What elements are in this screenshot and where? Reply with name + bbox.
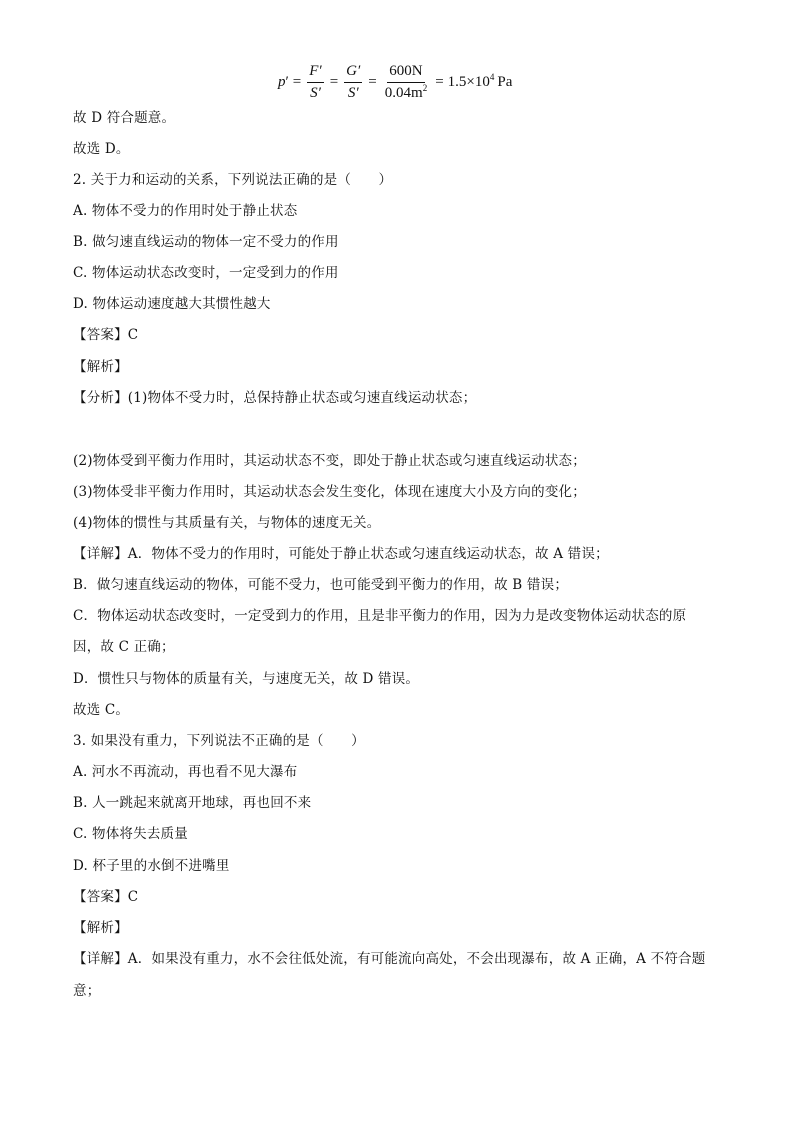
detail-a: 【详解】A．如果没有重力，水不会往低处流，有可能流向高处，不会出现瀑布，故 A 正确，A 不符合题 xyxy=(73,951,706,967)
analysis-point-3: (3)物体受非平衡力作用时，其运动状态会发生变化，体现在速度大小及方向的变化； xyxy=(73,484,586,500)
answer-label: 【答案】C xyxy=(73,889,139,905)
analysis-label: 【解析】 xyxy=(73,359,128,375)
formula-eq-4: = xyxy=(435,73,444,90)
option-b: B. 人一跳起来就离开地球，再也回不来 xyxy=(73,795,312,811)
fraction-denominator xyxy=(383,83,429,101)
den-base: 0.04m xyxy=(384,84,423,101)
formula-eq-3: = xyxy=(368,73,377,90)
formula-lhs: p xyxy=(278,73,286,90)
formula-eq-1: = xyxy=(292,73,302,90)
analysis-label: 【解析】 xyxy=(73,920,128,936)
option-c: C. 物体将失去质量 xyxy=(73,826,188,842)
analysis-point-1: 【分析】(1)物体不受力时，总保持静止状态或匀速直线运动状态； xyxy=(73,390,477,406)
detail-d: D．惯性只与物体的质量有关，与速度无关，故 D 错误。 xyxy=(73,671,420,687)
final-choice: 故选 C。 xyxy=(73,702,130,718)
fraction-denominator: S′ xyxy=(310,84,321,101)
text-line: 故 D 符合题意。 xyxy=(73,110,176,126)
detail-a-cont: 意； xyxy=(73,983,101,999)
question-3-stem: 3. 如果没有重力，下列说法不正确的是（ ） xyxy=(73,733,365,749)
question-2-stem: 2. 关于力和运动的关系，下列说法正确的是（ ） xyxy=(73,172,393,188)
fraction-numerator: F′ xyxy=(307,64,323,83)
formula-eq-2: = xyxy=(329,73,339,90)
fraction-denominator: S′ xyxy=(347,84,359,101)
option-a: A. 河水不再流动，再也看不见大瀑布 xyxy=(73,764,298,780)
fraction-numerator: 600N xyxy=(387,64,424,83)
detail-b: B．做匀速直线运动的物体，可能不受力，也可能受到平衡力的作用，故 B 错误； xyxy=(73,577,569,593)
fraction-values xyxy=(383,64,429,101)
analysis-point-2: (2)物体受到平衡力作用时，其运动状态不变，即处于静止状态或匀速直线运动状态； xyxy=(73,453,586,469)
result-base: 1.5×10 xyxy=(447,73,490,90)
pressure-formula xyxy=(278,58,512,106)
option-c: C. 物体运动状态改变时，一定受到力的作用 xyxy=(73,265,339,281)
answer-label: 【答案】C xyxy=(73,327,139,343)
fraction-f-over-s xyxy=(307,64,323,101)
detail-c: C．物体运动状态改变时，一定受到力的作用，且是非平衡力的作用，因为力是改变物体运动状态的原 xyxy=(73,608,687,624)
option-d: D. 杯子里的水倒不进嘴里 xyxy=(73,858,230,874)
analysis-point-4: (4)物体的惯性与其质量有关，与物体的速度无关。 xyxy=(73,515,381,531)
option-d: D. 物体运动速度越大其惯性越大 xyxy=(73,296,271,312)
result-exponent: 4 xyxy=(489,71,495,82)
fraction-g-over-s xyxy=(344,64,362,101)
formula-prime: ′ xyxy=(285,73,289,90)
detail-c-cont: 因，故 C 正确； xyxy=(73,639,175,655)
fraction-numerator: G′ xyxy=(344,64,362,83)
den-exponent: 2 xyxy=(422,82,428,93)
result-unit: Pa xyxy=(497,73,513,90)
option-a: A. 物体不受力的作用时处于静止状态 xyxy=(73,203,298,219)
detail-a: 【详解】A．物体不受力的作用时，可能处于静止状态或匀速直线运动状态，故 A 错误； xyxy=(73,546,609,562)
option-b: B. 做匀速直线运动的物体一定不受力的作用 xyxy=(73,234,339,250)
formula-result xyxy=(447,71,513,90)
text-line: 故选 D。 xyxy=(73,141,130,157)
